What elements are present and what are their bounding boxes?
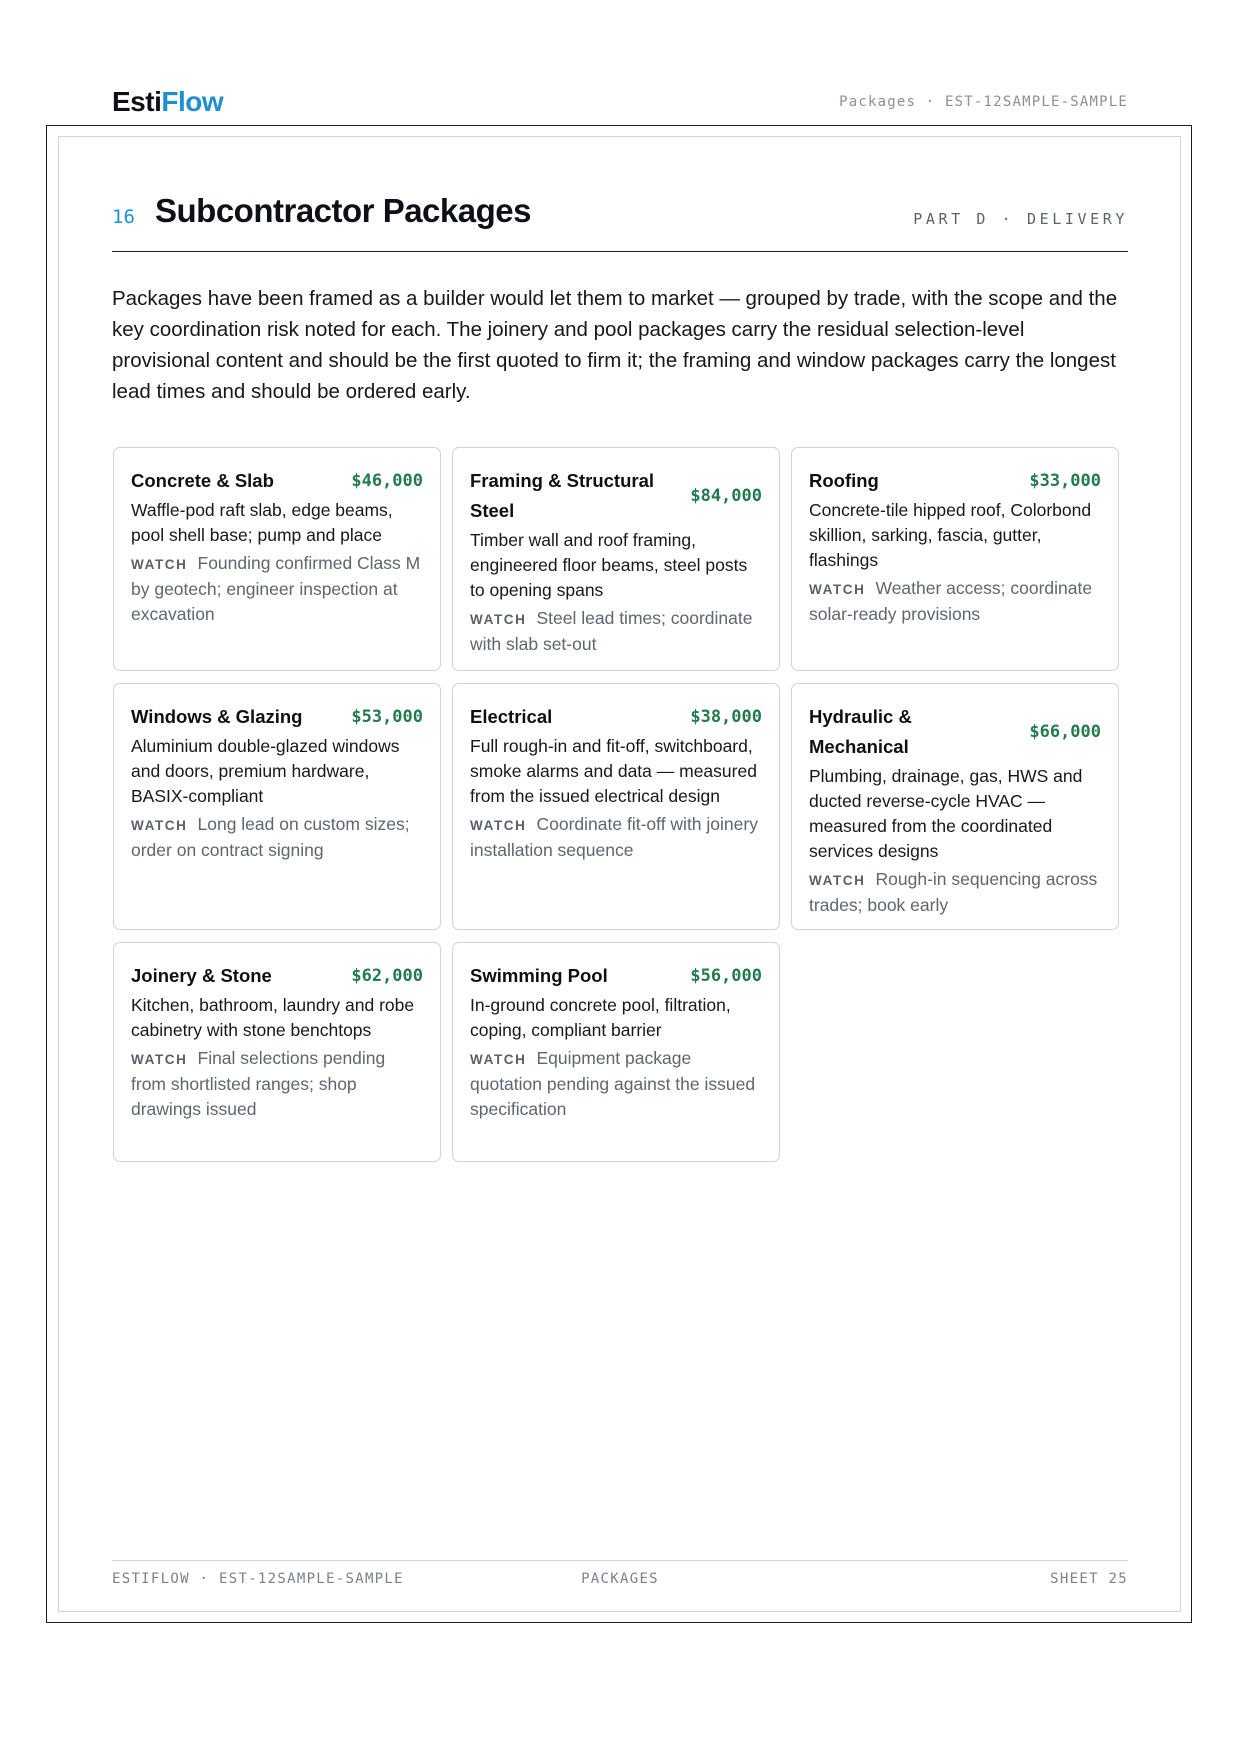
package-card-electrical [452, 683, 780, 930]
section-divider [112, 251, 1128, 252]
package-scope: In-ground concrete pool, filtration, coping, compliant barrier [470, 995, 731, 1040]
package-scope: Aluminium double-glazed windows and doors, premium hardware, BASIX-compliant [131, 736, 400, 806]
watch-label: WATCH [470, 612, 527, 627]
watch-label: WATCH [470, 1052, 527, 1067]
watch-label: WATCH [131, 818, 188, 833]
watch-text: Weather access; coordinate solar-ready provisions [809, 578, 1093, 624]
package-card-joinery [113, 942, 441, 1162]
watch-text: Coordinate fit-off with joinery installation sequence [470, 814, 758, 860]
footer-section-label: PACKAGES [581, 1571, 659, 1587]
package-title: Windows & Glazing [131, 706, 303, 727]
package-scope: Kitchen, bathroom, laundry and robe cabinetry with stone benchtops [131, 995, 415, 1040]
package-watch-note [131, 551, 423, 627]
package-watch-note [809, 867, 1101, 918]
watch-label: WATCH [809, 582, 866, 597]
intro-paragraph: Packages have been framed as a builder would let them to market — grouped by trade, with the scope and the key coordination risk noted for each. The joinery and pool packages carry the residual selection-level provisional content and should be the first quoted to firm it; the framing and window packages carry the longest lead times and should be ordered early. [112, 287, 1118, 403]
package-price: $46,000 [351, 471, 423, 491]
footer-reference: ESTIFLOW · EST-12SAMPLE-SAMPLE [112, 1571, 404, 1587]
watch-text: Steel lead times; coordinate with slab set-out [470, 608, 753, 654]
brand-logo [112, 86, 223, 118]
package-watch-note [131, 1046, 423, 1122]
package-scope: Concrete-tile hipped roof, Colorbond skillion, sarking, fascia, gutter, flashings [809, 500, 1092, 570]
footer-sheet-number: SHEET 25 [1050, 1571, 1128, 1587]
package-scope: Waffle-pod raft slab, edge beams, pool shell base; pump and place [131, 500, 393, 545]
watch-text: Founding confirmed Class M by geotech; engineer inspection at excavation [131, 553, 421, 624]
package-title: Concrete & Slab [131, 470, 274, 491]
package-title: Swimming Pool [470, 965, 608, 986]
watch-text: Final selections pending from shortlisted ranges; shop drawings issued [131, 1048, 386, 1119]
package-title: Joinery & Stone [131, 965, 272, 986]
package-card-windows [113, 683, 441, 930]
package-card-concrete [113, 447, 441, 671]
watch-label: WATCH [809, 873, 866, 888]
package-price: $84,000 [690, 486, 762, 506]
package-title: Electrical [470, 706, 553, 727]
package-scope: Full rough-in and fit-off, switchboard, smoke alarms and data — measured from the issued electrical design [470, 736, 757, 806]
package-watch-note [470, 606, 762, 657]
brand-logo-part2: Flow [161, 86, 224, 117]
package-card-pool [452, 942, 780, 1162]
package-price: $53,000 [351, 707, 423, 727]
package-card-framing [452, 447, 780, 671]
section-title: Subcontractor Packages [155, 192, 531, 229]
watch-text: Rough-in sequencing across trades; book early [809, 869, 1098, 915]
package-title: Framing & Structural Steel [470, 470, 654, 521]
package-watch-note [470, 1046, 762, 1122]
watch-label: WATCH [470, 818, 527, 833]
package-card-roofing [791, 447, 1119, 671]
watch-text: Long lead on custom sizes; order on contract signing [131, 814, 410, 860]
package-title: Hydraulic & Mechanical [809, 706, 912, 757]
package-price: $33,000 [1029, 471, 1101, 491]
package-price: $62,000 [351, 966, 423, 986]
section-number: 16 [112, 206, 135, 228]
document-reference: Packages · EST-12SAMPLE-SAMPLE [839, 94, 1128, 110]
package-watch-note [470, 812, 762, 863]
package-watch-note [131, 812, 423, 863]
brand-logo-part1: Esti [112, 86, 162, 117]
package-title: Roofing [809, 470, 879, 491]
footer-divider [112, 1560, 1128, 1561]
watch-text: Equipment package quotation pending against the issued specification [470, 1048, 756, 1119]
package-scope: Timber wall and roof framing, engineered floor beams, steel posts to opening spans [470, 530, 748, 600]
section-part-label: PART D · DELIVERY [913, 210, 1128, 228]
watch-label: WATCH [131, 1052, 188, 1067]
package-card-hydraulic [791, 683, 1119, 930]
watch-label: WATCH [131, 557, 188, 572]
package-price: $38,000 [690, 707, 762, 727]
package-price: $66,000 [1029, 722, 1101, 742]
package-price: $56,000 [690, 966, 762, 986]
package-watch-note [809, 576, 1101, 627]
package-scope: Plumbing, drainage, gas, HWS and ducted reverse-cycle HVAC — measured from the coordinated services designs [809, 766, 1083, 861]
